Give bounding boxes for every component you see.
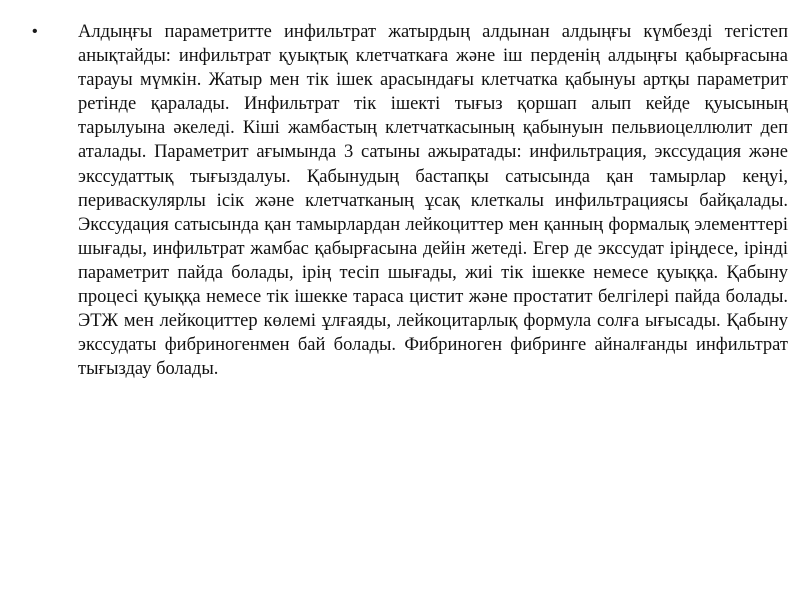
body-paragraph: Алдыңғы параметритте инфильтрат жатырдың алдынан алдыңғы күмбезді тегістеп анықтайды: инфильтрат қуықтық клетчаткаға және іш перденің алдыңғы қабырғасына тарауы мүмкін. Жатыр мен тік ішек арасындағы клетчатка қабынуы артқы параметрит ретінде қаралады. Инфильтрат тік ішекті тығыз қоршап алып кейде қуысының тарылуына әкеледі. Кіші жамбастың клетчаткасының қабынуын пельвиоцеллюлит деп аталады. Параметрит ағымында 3 сатыны ажыратады: инфильтрация, экссудация және экссудаттық тығыздалуы. Қабынудың бастапқы сатысында қан тамырлар кеңуі, периваскулярлы ісік және клетчатканың ұсақ клеткалы инфильтрациясы байқалады. Экссудация сатысында қан тамырлардан лейкоциттер мен қанның формалық элементтері шығады, инфильтрат жамбас қабырғасына дейін жетеді. Егер де экссудат іріңдесе, ірінді параметрит пайда болады, ірің тесіп шығады, жиі тік ішекке немесе қуыққа. Қабыну процесі қуыққа немесе тік ішекке тараса цистит және простатит белгілері пайда болады. ЭТЖ мен лейкоциттер көлемі ұлғаяды, лейкоцитарлық формула солға ығысады. Қабыну экссудаты фибриногенмен бай болады. Фибриноген фибринге айналғанды инфильтрат тығыздау болады. [78,22,788,380]
bullet-list-item [0,20,788,381]
bullet-marker: • [32,23,38,40]
